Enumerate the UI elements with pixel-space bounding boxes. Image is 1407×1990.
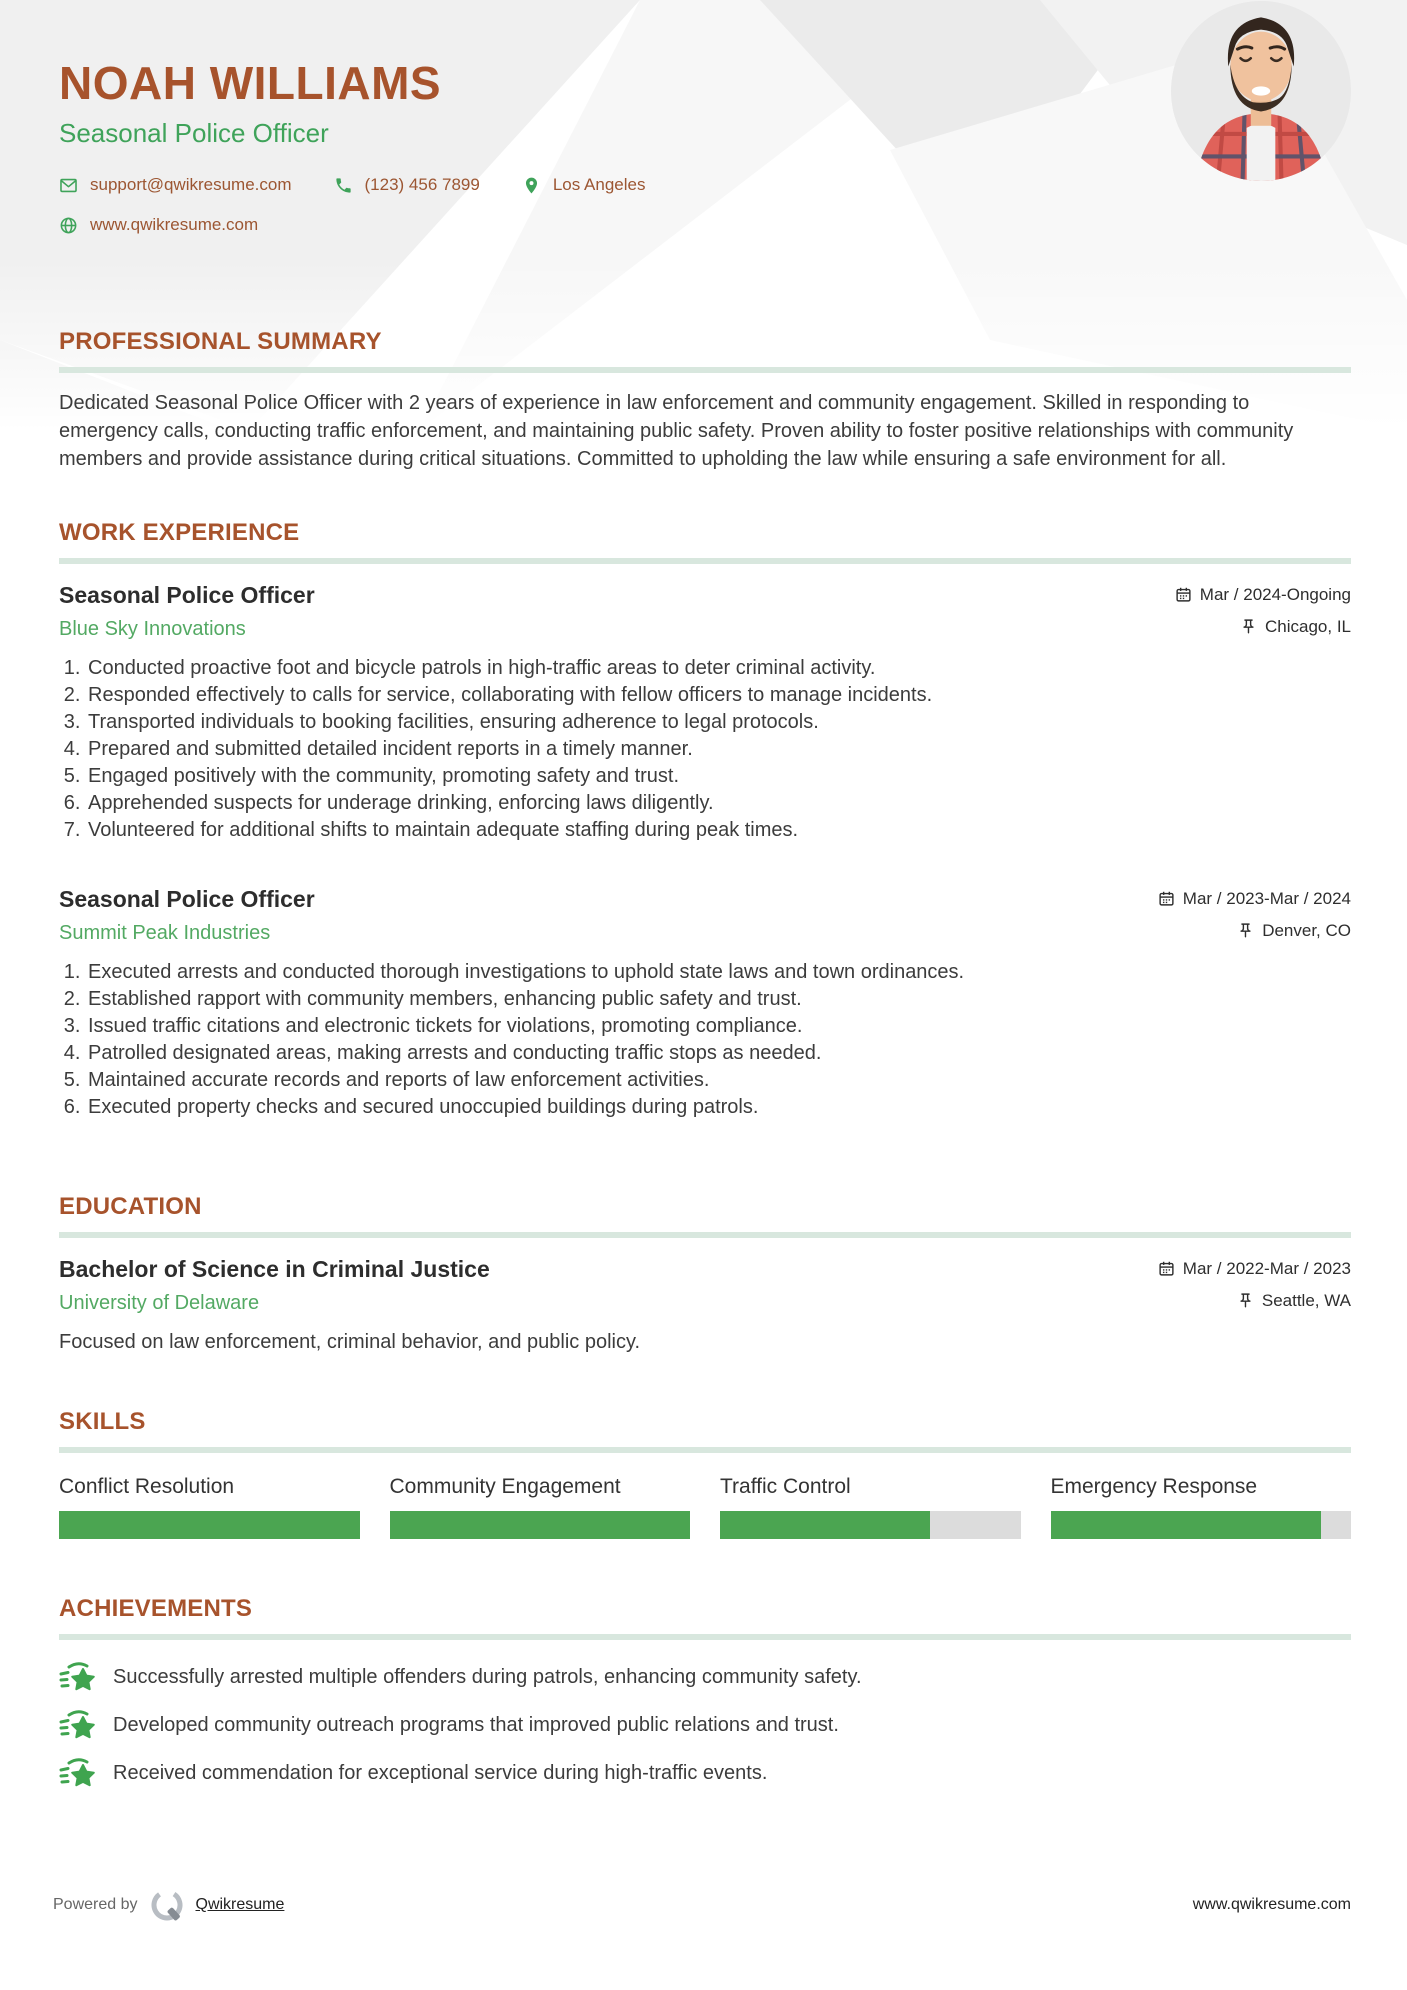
section-divider bbox=[59, 558, 1351, 564]
footer bbox=[0, 1888, 1407, 1922]
skill-bar bbox=[390, 1511, 691, 1539]
pushpin-icon bbox=[1240, 618, 1257, 635]
skill-bar-fill bbox=[720, 1511, 930, 1539]
powered-by-label: Powered by bbox=[53, 1896, 138, 1913]
footer-website: www.qwikresume.com bbox=[1192, 1896, 1351, 1913]
job-bullet: 2. Responded effectively to calls for service, collaborating with fellow officers to manage incidents. bbox=[86, 682, 1351, 709]
skill-item bbox=[720, 1475, 1021, 1539]
skill-name: Emergency Response bbox=[1050, 1475, 1258, 1498]
shooting-star-icon bbox=[59, 1757, 97, 1789]
website-text: www.qwikresume.com bbox=[90, 215, 259, 234]
contact-location bbox=[522, 175, 646, 195]
contact-phone bbox=[334, 175, 480, 195]
shooting-star-icon bbox=[59, 1661, 97, 1693]
achievements-heading: ACHIEVEMENTS bbox=[59, 1595, 253, 1622]
section-divider bbox=[59, 367, 1351, 373]
education-description: Focused on law enforcement, criminal behavior, and public policy. bbox=[59, 1331, 641, 1353]
phone-icon bbox=[334, 176, 353, 195]
summary-heading: PROFESSIONAL SUMMARY bbox=[59, 328, 382, 355]
summary-text: Dedicated Seasonal Police Officer with 2 years of experience in law enforcement and community engagement. Skilled in responding to emergency calls, conducting traffic enforcement, and maintaining public safety. Proven ability to foster positive relationships with community members and provide assistance during critical situations. Committed to upholding the law while ensuring a safe environment for all. bbox=[59, 392, 1294, 470]
skills-heading: SKILLS bbox=[59, 1408, 146, 1435]
skill-item bbox=[390, 1475, 691, 1539]
calendar-icon bbox=[1158, 890, 1175, 907]
location-pin-icon bbox=[522, 176, 541, 195]
achievement-item bbox=[59, 1756, 1351, 1790]
phone-text: (123) 456 7899 bbox=[364, 175, 480, 194]
shooting-star-icon bbox=[59, 1709, 97, 1741]
pushpin-icon bbox=[1237, 922, 1254, 939]
company-name: Summit Peak Industries bbox=[59, 922, 271, 944]
job-bullet: 4. Prepared and submitted detailed incident reports in a timely manner. bbox=[86, 736, 1351, 763]
section-skills bbox=[59, 1410, 1351, 1539]
contact-email bbox=[59, 175, 292, 195]
job-bullet: 1. Conducted proactive foot and bicycle patrols in high-traffic areas to deter criminal activity. bbox=[86, 655, 1351, 682]
job-bullet: 1. Executed arrests and conducted thorough investigations to uphold state laws and town ordinances. bbox=[86, 959, 1351, 986]
job-bullet: 3. Transported individuals to booking facilities, ensuring adherence to legal protocols. bbox=[86, 709, 1351, 736]
skill-bar-fill bbox=[1051, 1511, 1321, 1539]
achievements-list bbox=[59, 1660, 1351, 1790]
contact-row-2 bbox=[59, 215, 1351, 235]
profile-photo bbox=[1171, 1, 1351, 181]
job-bullet: 5. Maintained accurate records and reports of law enforcement activities. bbox=[86, 1067, 1351, 1094]
education-heading: EDUCATION bbox=[59, 1193, 202, 1220]
education-dates: Mar / 2022-Mar / 2023 bbox=[1158, 1259, 1351, 1279]
header bbox=[59, 0, 1351, 300]
location-text: Los Angeles bbox=[552, 175, 646, 194]
skill-bar-fill bbox=[390, 1511, 691, 1539]
skill-bar bbox=[720, 1511, 1021, 1539]
section-divider bbox=[59, 1634, 1351, 1640]
calendar-icon bbox=[1175, 586, 1192, 603]
footer-branding bbox=[53, 1888, 284, 1922]
job-bullet: 2. Established rapport with community members, enhancing public safety and trust. bbox=[86, 986, 1351, 1013]
candidate-job-title: Seasonal Police Officer bbox=[59, 118, 329, 148]
job-entry bbox=[59, 582, 1351, 844]
skill-item bbox=[1051, 1475, 1352, 1539]
skill-name: Community Engagement bbox=[389, 1475, 621, 1498]
email-icon bbox=[59, 176, 78, 195]
job-bullet-list bbox=[59, 959, 1351, 1121]
achievement-text: Successfully arrested multiple offenders during patrols, enhancing community safety. bbox=[113, 1665, 862, 1688]
section-education bbox=[59, 1195, 1351, 1354]
section-divider bbox=[59, 1447, 1351, 1453]
qwikresume-logo-icon bbox=[150, 1888, 184, 1922]
contact-row-1 bbox=[59, 175, 1351, 195]
job-bullet: 6. Apprehended suspects for underage drinking, enforcing laws diligently. bbox=[86, 790, 1351, 817]
job-title: Seasonal Police Officer bbox=[59, 886, 315, 912]
skill-bar bbox=[59, 1511, 360, 1539]
skill-name: Traffic Control bbox=[720, 1475, 851, 1498]
job-dates: Mar / 2023-Mar / 2024 bbox=[1158, 889, 1351, 909]
job-bullet: 6. Executed property checks and secured unoccupied buildings during patrols. bbox=[86, 1094, 1351, 1121]
job-dates: Mar / 2024-Ongoing bbox=[1175, 585, 1351, 605]
school-name: University of Delaware bbox=[59, 1292, 260, 1314]
skills-grid bbox=[59, 1475, 1351, 1539]
achievement-text: Developed community outreach programs that improved public relations and trust. bbox=[113, 1713, 839, 1736]
globe-icon bbox=[59, 216, 78, 235]
calendar-icon bbox=[1158, 1260, 1175, 1277]
job-bullet: 3. Issued traffic citations and electronic tickets for violations, promoting compliance. bbox=[86, 1013, 1351, 1040]
section-divider bbox=[59, 1232, 1351, 1238]
section-achievements bbox=[59, 1597, 1351, 1790]
company-name: Blue Sky Innovations bbox=[59, 618, 246, 640]
experience-heading: WORK EXPERIENCE bbox=[59, 519, 300, 546]
skill-bar bbox=[1051, 1511, 1352, 1539]
degree-title: Bachelor of Science in Criminal Justice bbox=[59, 1256, 490, 1282]
email-text: support@qwikresume.com bbox=[90, 175, 292, 194]
job-location: Chicago, IL bbox=[1240, 617, 1351, 637]
qwikresume-link[interactable]: Qwikresume bbox=[195, 1896, 285, 1913]
candidate-name: NOAH WILLIAMS bbox=[59, 57, 442, 109]
job-entry bbox=[59, 886, 1351, 1121]
job-bullet: 7. Volunteered for additional shifts to maintain adequate staffing during peak times. bbox=[86, 817, 1351, 844]
job-title: Seasonal Police Officer bbox=[59, 582, 315, 608]
education-location: Seattle, WA bbox=[1237, 1291, 1351, 1311]
skill-bar-fill bbox=[59, 1511, 360, 1539]
pushpin-icon bbox=[1237, 1292, 1254, 1309]
job-bullet: 5. Engaged positively with the community, promoting safety and trust. bbox=[86, 763, 1351, 790]
job-bullet-list bbox=[59, 655, 1351, 844]
skill-name: Conflict Resolution bbox=[59, 1475, 235, 1498]
skill-item bbox=[59, 1475, 360, 1539]
job-bullet: 4. Patrolled designated areas, making arrests and conducting traffic stops as needed. bbox=[86, 1040, 1351, 1067]
achievement-item bbox=[59, 1660, 1351, 1694]
section-professional-summary bbox=[59, 330, 1351, 473]
contact-website bbox=[59, 215, 258, 235]
achievement-text: Received commendation for exceptional service during high-traffic events. bbox=[113, 1761, 768, 1784]
achievement-item bbox=[59, 1708, 1351, 1742]
education-entry bbox=[59, 1256, 1351, 1354]
section-work-experience bbox=[59, 521, 1351, 1121]
job-location: Denver, CO bbox=[1237, 921, 1351, 941]
